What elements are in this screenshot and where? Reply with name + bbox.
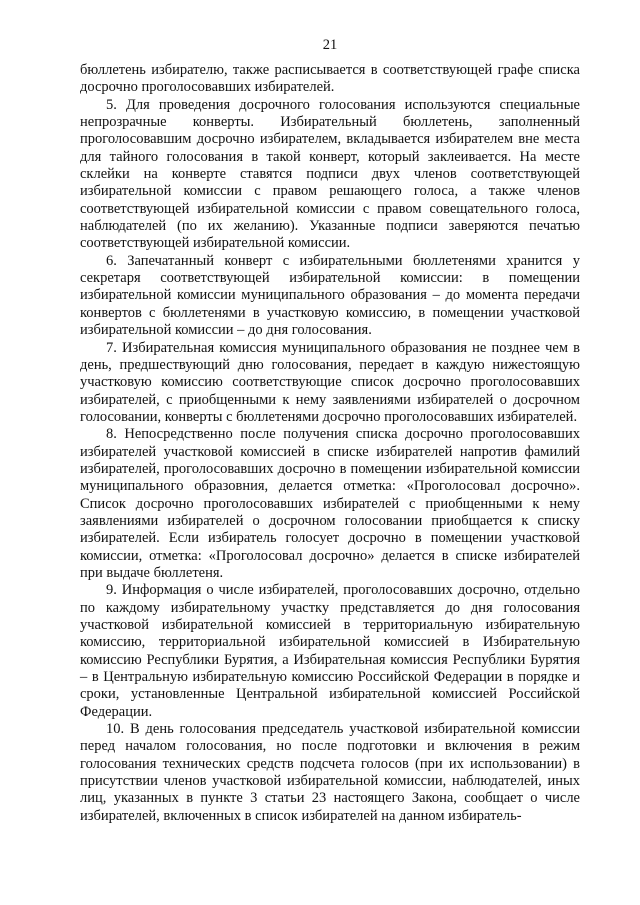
paragraph-6: 6. Запечатанный конверт с избирательными бюллетенями хранится у секретаря соответствующей избирательной комиссии: в помещении избирательной комиссии муниципального образования – до момента передачи конвертов с бюллетенями в участковую комиссию, в помещении участковой избирательной комиссии – до дня голосования. xyxy=(80,252,580,339)
paragraph-10: 10. В день голосования председатель участковой избирательной комиссии перед началом голосования, но после подготовки и включения в режим голосования технических средств подсчета голосов (при их использовании) в присутствии членов участковой избирательной комиссии, наблюдателей, иных лиц, указанных в пункте 3 статьи 23 настоящего Закона, сообщает о числе избирателей, включенных в список избирателей на данном избиратель- xyxy=(80,721,580,824)
paragraph-7: 7. Избирательная комиссия муниципального образования не позднее чем в день, предшествующий дню голосования, передает в каждую нижестоящую участковую комиссию соответствующие список досрочно проголосовавших избирателей, с приобщенными к нему заявлениями избирателей о досрочном голосовании, конверты с бюллетенями досрочно проголосовавших избирателей. xyxy=(80,339,580,425)
document-body xyxy=(80,62,580,825)
paragraph-continuation: бюллетень избирателю, также расписывается в соответствующей графе списка досрочно проголосовавших избирателей. xyxy=(80,62,580,96)
paragraph-9: 9. Информация о числе избирателей, проголосовавших досрочно, отдельно по каждому избирательному участку представляется до дня голосования участковой избирательной комиссией в территориальную избирательную комиссию, территориальной избирательной комиссией в Избирательную комиссию Республики Бурятия, а Избирательная комиссия Республики Бурятия – в Центральную избирательную комиссию Российской Федерации в порядке и сроки, установленные Центральной избирательной комиссией Российской Федерации. xyxy=(80,582,580,720)
paragraph-8: 8. Непосредственно после получения списка досрочно проголосовавших избирателей участковой комиссией в списке избирателей напротив фамилий избирателей, проголосовавших досрочно в помещении избирательной комиссии муниципального образовния, делается отметка: «Проголосовал досрочно». Список досрочно проголосовавших избирателей с приобщенными к нему заявлениями избирателей о досрочном голосовании приобщается к списку избирателей. Если избиратель голосует досрочно в помещении участковой комиссии, отметка: «Проголосовал досрочно» делается в списке избирателей при выдаче бюллетеня. xyxy=(80,426,580,581)
paragraph-5: 5. Для проведения досрочного голосования используются специальные непрозрачные конверты. Избирательный бюллетень, заполненный проголосовавшим досрочно избирателем, вкладывается избирателем вне места для тайного голосования в такой конверт, который заклеивается. На месте склейки на конверте ставятся подписи двух членов соответствующей избирательной комиссии с правом решающего голоса, а также членов соответствующей избирательной комиссии с правом совещательного голоса, наблюдателей (по их желанию). Указанные подписи заверяются печатью соответствующей избирательной комиссии. xyxy=(80,96,580,252)
page-number: 21 xyxy=(322,37,338,53)
